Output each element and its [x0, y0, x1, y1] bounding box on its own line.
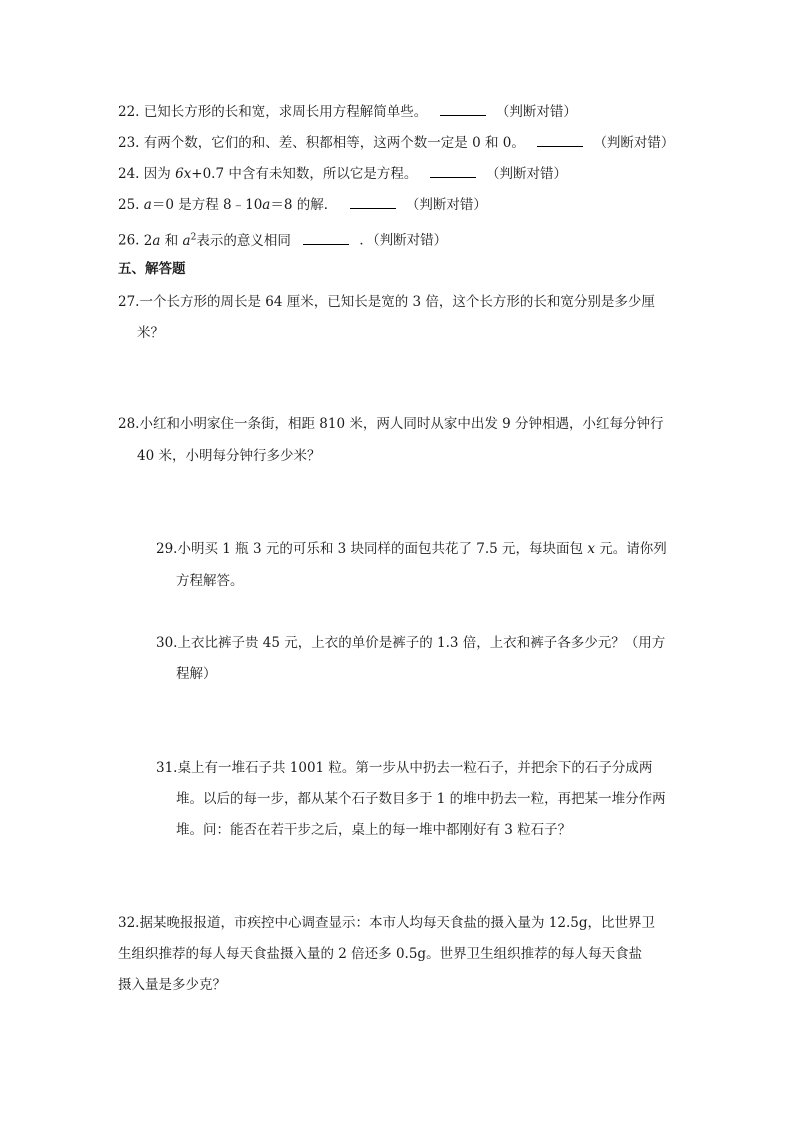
question-number: 30. — [156, 635, 178, 651]
question-text: 桌上有一堆石子共 1001 粒。第一步从中扔去一粒石子，并把余下的石子分成两 — [177, 760, 653, 776]
question-number: 31. — [156, 760, 178, 776]
question-32-line2: 生组织推荐的每人每天食盐摄入量的 2 倍还多 0.5g。世界卫生组织推荐的每人每天食盐 — [118, 946, 643, 962]
question-27-line2: 米？ — [137, 325, 164, 341]
question-text: a＝0 是方程 8﹣10a＝8 的解． — [143, 197, 338, 213]
answer-blank[interactable] — [537, 133, 583, 147]
question-text: 上衣比裤子贵 45 元，上衣的单价是裤子的 1.3 倍，上衣和裤子各多少元？（用方 — [177, 635, 666, 651]
answer-blank[interactable] — [440, 102, 486, 116]
question-number: 25. — [118, 197, 140, 213]
question-text: 一个长方形的周长是 64 厘米，已知长是宽的 3 倍，这个长方形的长和宽分别是多少厘 — [139, 294, 655, 310]
question-28-line2: 40 米，小明每分钟行多少米？ — [137, 448, 321, 464]
question-31-line2: 堆。以后的每一步，都从某个石子数目多于 1 的堆中扔去一粒，再把某一堆分作两 — [176, 791, 666, 807]
question-number: 32. — [118, 915, 140, 931]
answer-blank[interactable] — [350, 195, 396, 209]
question-number: 22. — [118, 104, 140, 120]
question-22 — [118, 102, 577, 122]
question-26 — [118, 227, 447, 251]
answer-blank[interactable] — [303, 231, 349, 245]
section-heading: 五、解答题 — [118, 261, 186, 277]
question-number: 28. — [118, 416, 140, 432]
question-number: 23. — [118, 135, 140, 151]
question-text: 已知长方形的长和宽，求周长用方程解简单些。 — [143, 104, 428, 120]
question-28-line1 — [118, 414, 664, 434]
question-suffix: （判断对错） — [485, 166, 567, 182]
question-32-line3: 摄入量是多少克？ — [118, 977, 226, 993]
question-number: 24. — [118, 166, 140, 182]
question-31-line1 — [156, 758, 652, 778]
question-suffix: （判断对错） — [593, 135, 675, 151]
question-text: 2a 和 $a^2$表示的意义相同 — [143, 232, 291, 249]
question-25 — [118, 195, 487, 215]
answer-blank[interactable] — [430, 164, 476, 178]
question-number: 26. — [118, 232, 140, 249]
question-text: 小明买 1 瓶 3 元的可乐和 3 块同样的面包共花了 7.5 元，每块面包 x 元。请你列 — [177, 541, 667, 557]
question-number: 29. — [156, 541, 178, 557]
question-suffix: （判断对错） — [495, 104, 577, 120]
question-30-line2: 程解） — [176, 666, 217, 682]
question-text: 有两个数，它们的和、差、积都相等，这两个数一定是 0 和 0。 — [143, 135, 525, 151]
question-29-line1 — [156, 539, 667, 559]
question-24 — [118, 164, 567, 184]
question-text: 因为 6x+0.7 中含有未知数，所以它是方程。 — [143, 166, 418, 182]
question-31-line3: 堆。问：能否在若干步之后，桌上的每一堆中都刚好有 3 粒石子？ — [176, 822, 572, 838]
question-text: 据某晚报报道，市疾控中心调查显示：本市人均每天食盐的摄入量为 12.5g，比世界卫 — [139, 915, 655, 931]
question-number: 27. — [118, 294, 140, 310]
question-30-line1 — [156, 633, 665, 653]
question-suffix: ．（判断对错） — [359, 232, 448, 249]
question-suffix: （判断对错） — [405, 197, 487, 213]
question-text: 小红和小明家住一条街，相距 810 米，两人同时从家中出发 9 分钟相遇，小红每分钟行 — [139, 416, 664, 432]
question-27-line1 — [118, 292, 655, 312]
question-32-line1 — [118, 913, 655, 933]
question-23 — [118, 133, 674, 153]
question-29-line2: 方程解答。 — [176, 573, 244, 589]
